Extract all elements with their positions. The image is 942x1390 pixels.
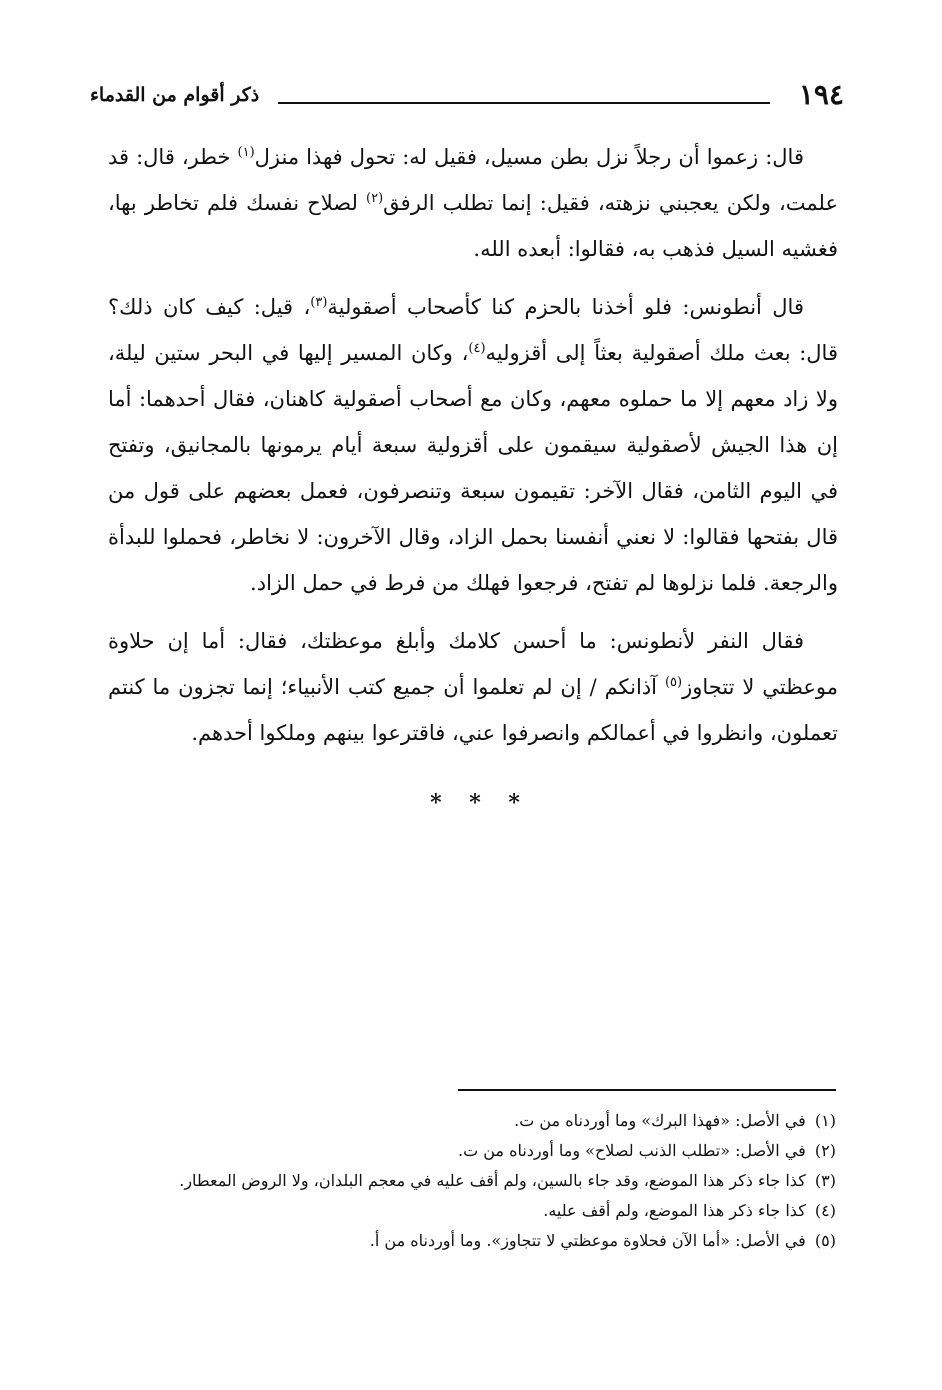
paragraph-1	[108, 134, 838, 272]
footnote-rule	[458, 1089, 836, 1091]
page-header	[90, 76, 844, 122]
footnote-number: (٤)	[814, 1201, 836, 1220]
header-rule	[278, 102, 770, 104]
paragraph-2	[108, 284, 838, 606]
footnote-ref: (٤)	[468, 341, 486, 356]
footnote-item	[100, 1226, 836, 1256]
footnote-number: (٢)	[814, 1141, 836, 1160]
footnote-text: كذا جاء ذكر هذا الموضع، وقد جاء بالسين، ولم أقف عليه في معجم البلدان، ولا الروض المعطار.	[179, 1171, 806, 1190]
paragraph-text: ، قيل: كيف كان ذلك؟ قال: بعث ملك أصقولية بعثاً إلى أقزوليه	[108, 295, 838, 365]
paragraph-text: لصلاح نفسك فلم تخاطر بها، فغشيه السيل فذهب به، فقالوا: أبعده الله.	[108, 191, 838, 261]
section-separator: * * *	[430, 790, 530, 816]
paragraph-text: آذانكم / إن لم تعلموا أن جميع كتب الأنبياء؛ إنما تجزون ما كنتم تعملون، وانظروا في أعمالكم وانصرفوا عني، فاقترعوا بينهم وملكوا أحدهم.	[108, 675, 838, 745]
footnote-text: كذا جاء ذكر هذا الموضع، ولم أقف عليه.	[543, 1201, 806, 1220]
paragraph-text: قال أنطونس: فلو أخذنا بالحزم كنا كأصحاب أصقولية	[327, 295, 804, 319]
footnote-ref: (٣)	[310, 295, 328, 310]
footnote-number: (٣)	[814, 1171, 836, 1190]
paragraph-text: قال: زعموا أن رجلاً نزل بطن مسيل، فقيل له: تحول فهذا منزل	[254, 145, 804, 169]
footnote-text: في الأصل: «فهذا البرك» وما أوردناه من ت.	[514, 1111, 806, 1130]
footnote-ref: (١)	[237, 145, 255, 160]
paragraph-text: خطر، قال: قد علمت، ولكن يعجبني نزهته، فقيل: إنما تطلب الرفق	[108, 145, 838, 215]
footnotes-list	[100, 1106, 836, 1256]
footnote-ref: (٥)	[664, 675, 683, 690]
page-number: ١٩٤	[798, 78, 844, 111]
paragraph-text: ، وكان المسير إليها في البحر ستين ليلة، ولا زاد معهم إلا ما حملوه معهم، وكان مع أصحاب أصقولية كاهنان، فقال أحدهما: أما إن هذا الجيش لأصقولية سيقمون على أقزولية سبعة أيام يرمونها بالمجانيق، وتفتح في اليوم الثامن، فقال الآخر: تقيمون سبعة وتنصرفون، فعمل بعضهم على قول من قال بفتحها فقالوا: لا نعني أنفسنا بحمل الزاد، وقال الآخرون: لا نخاطر، فحملوا للبدأة والرجعة. فلما نزلوها لم تفتح، فرجعوا فهلك من فرط في حمل الزاد.	[108, 341, 838, 595]
footnote-text: في الأصل: «تطلب الذنب لصلاح» وما أوردناه من ت.	[458, 1141, 806, 1160]
footnote-item	[100, 1106, 836, 1136]
footnote-text: في الأصل: «أما الآن فحلاوة موعظتي لا تتجاوز». وما أوردناه من أ.	[369, 1231, 806, 1250]
running-title: ذكر أقوام من القدماء	[90, 84, 260, 106]
paragraph-text: فقال النفر لأنطونس: ما أحسن كلامك وأبلغ موعظتك، فقال: أما إن حلاوة موعظتي لا تتجاوز	[108, 629, 838, 699]
paragraph-3	[108, 618, 838, 756]
footnote-item	[100, 1166, 836, 1196]
main-text	[108, 134, 838, 768]
footnote-number: (١)	[814, 1111, 836, 1130]
footnote-item	[100, 1136, 836, 1166]
footnote-ref: (٢)	[366, 191, 384, 206]
footnote-number: (٥)	[814, 1231, 836, 1250]
footnote-item	[100, 1196, 836, 1226]
